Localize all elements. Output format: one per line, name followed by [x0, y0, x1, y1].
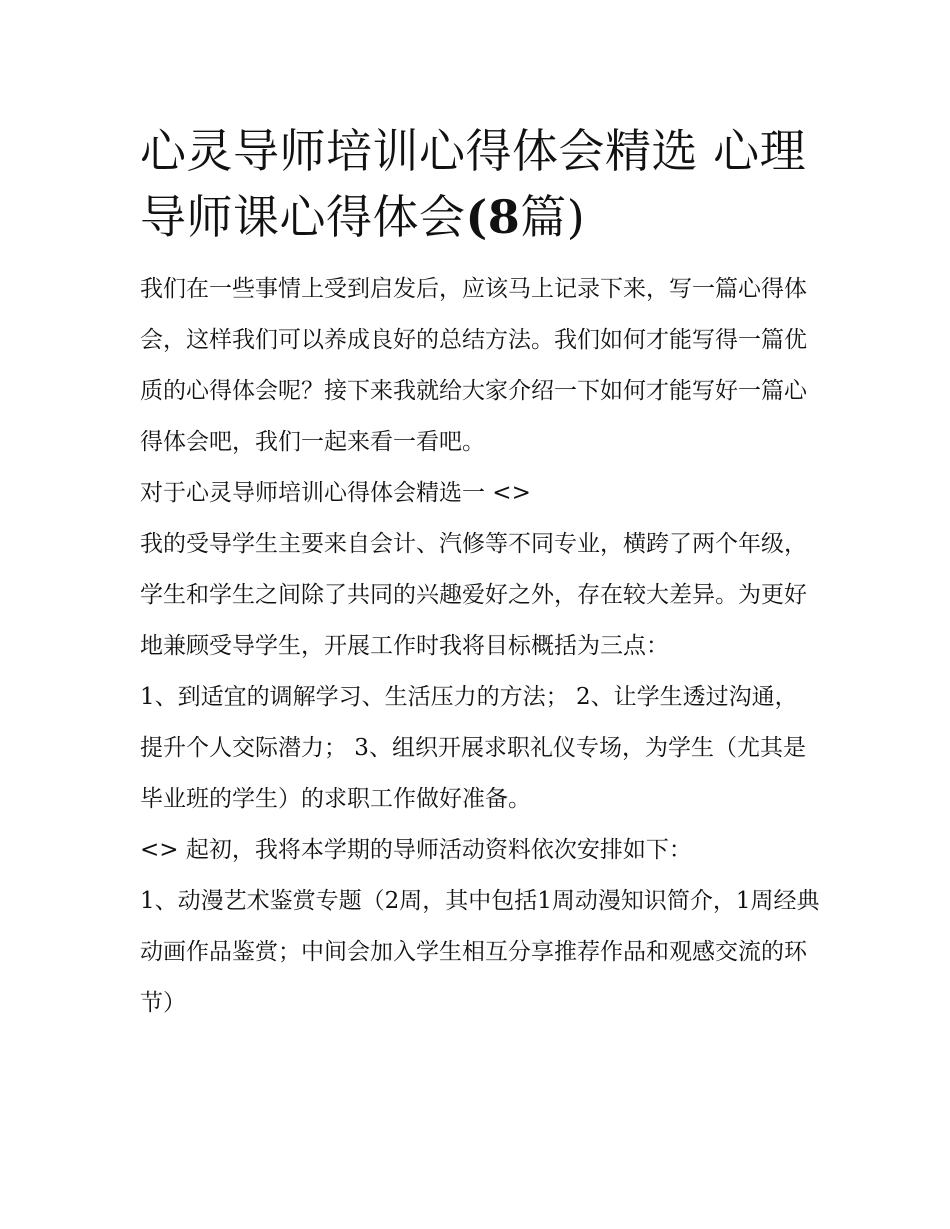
schedule-item-paragraph: 1、动漫艺术鉴赏专题（2周，其中包括1周动漫知识简介，1周经典动画作品鉴赏；中间会加入学生相互分享推荐作品和观感交流的环节）: [140, 888, 820, 1016]
goals-paragraph: 1、到适宜的调解学习、生活压力的方法； 2、让学生透过沟通，提升个人交际潜力； 3、组织开展求职礼仪专场，为学生（尤其是毕业班的学生）的求职工作做好准备。: [140, 684, 806, 812]
document-body: [140, 118, 820, 1029]
body-paragraph: 我的受导学生主要来自会计、汽修等不同专业，横跨了两个年级，学生和学生之间除了共同的兴趣爱好之外，存在较大差异。为更好地兼顾受导学生，开展工作时我将目标概括为三点：: [140, 531, 807, 659]
intro-paragraph: 我们在一些事情上受到启发后，应该马上记录下来，写一篇心得体会，这样我们可以养成良好的总结方法。我们如何才能写得一篇优质的心得体会呢？接下来我就给大家介绍一下如何才能写好一篇心得体会吧，我们一起来看一看吧。: [140, 276, 807, 455]
title-count-fragment: (8: [465, 190, 521, 244]
document-title: 心灵导师培训心得体会精选 心理导师课心得体会(8篇): [140, 124, 807, 244]
schedule-intro-paragraph: <> 起初，我将本学期的导师活动资料依次安排如下：: [140, 837, 692, 863]
section-heading: 对于心灵导师培训心得体会精选一 <>: [140, 480, 531, 506]
